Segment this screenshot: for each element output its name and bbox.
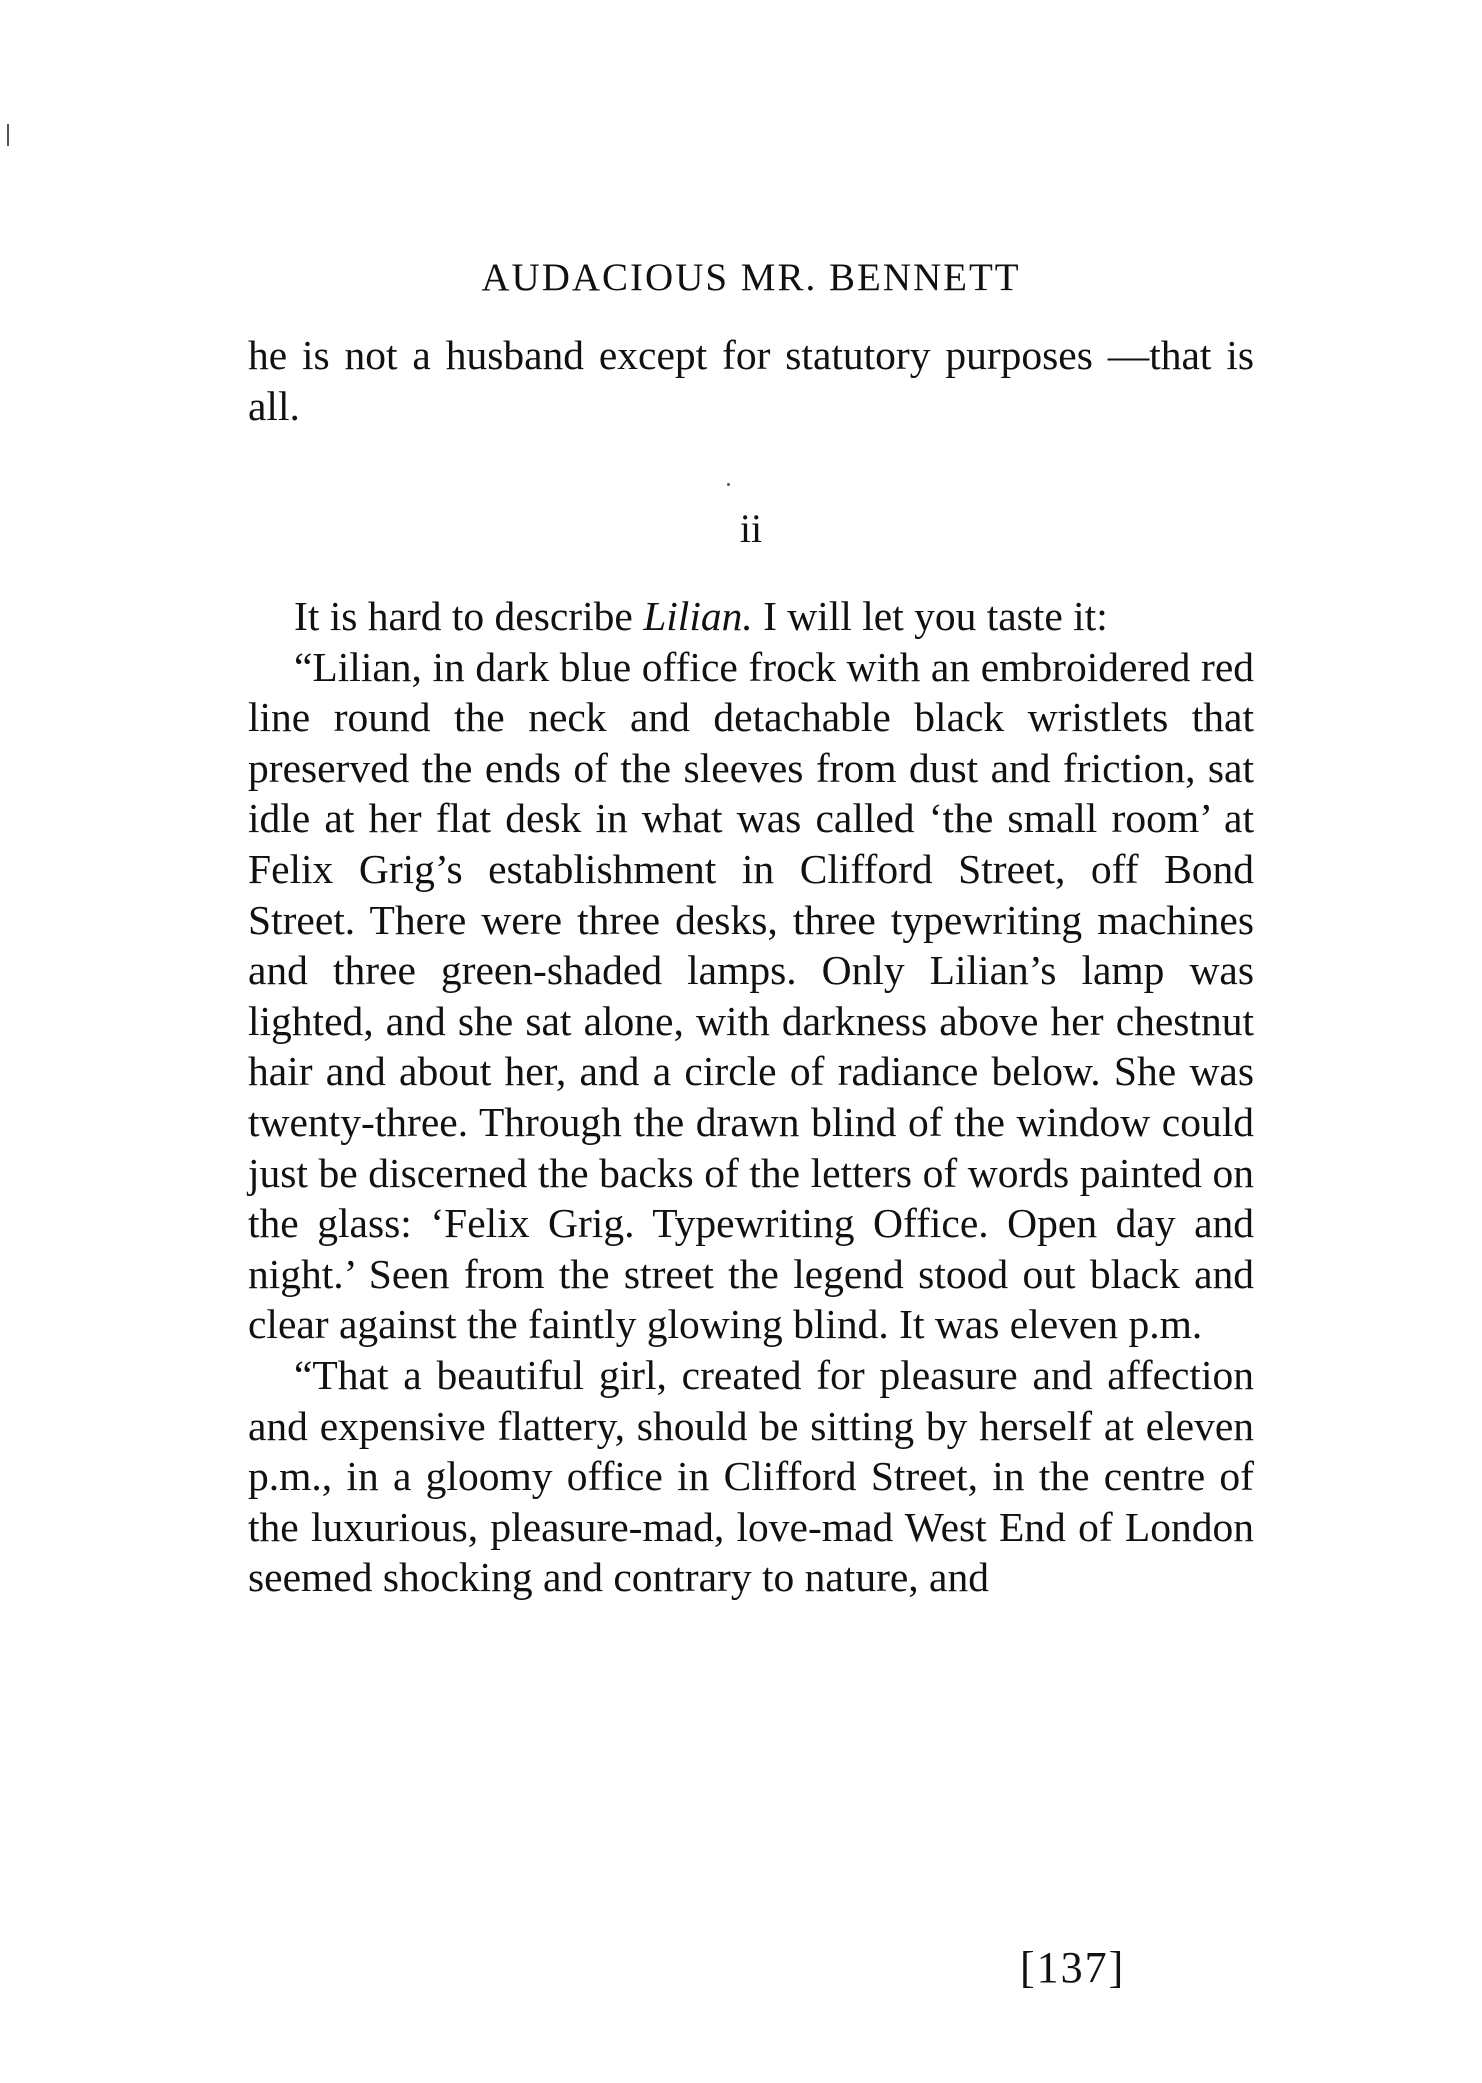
section-dot (727, 483, 730, 486)
paragraph-1-tail: I will let you taste it: (752, 593, 1108, 639)
paragraph-3: “That a beautiful girl, created for pleasure and affection and expensive flattery, should be sitting by herself at eleven p.m., in a gloomy office in Clifford Street, in the centre of the luxurious, pleasure-mad, love-mad West End of London seemed shocking and contrary to nature, and (248, 1351, 1254, 1601)
running-head: AUDACIOUS MR. BENNETT (481, 256, 1021, 299)
margin-mark (7, 124, 9, 146)
paragraph-1-lead: It is hard to describe (294, 593, 644, 639)
section-number: ii (739, 506, 763, 551)
paragraph-1 (248, 591, 1254, 642)
paragraph-2: “Lilian, in dark blue office frock with an embroidered red line round the neck and detachable black wristlets that preserved the ends of the sleeves from dust and friction, sat idle at her flat desk in what was called ‘the small room’ at Felix Grig’s establishment in Clifford Street, off Bond Street. There were three desks, three typewriting machines and three green-shaded lamps. Only Lilian’s lamp was lighted, and she sat alone, with darkness above her chestnut hair and about her, and a circle of radiance below. She was twenty-three. Through the drawn blind of the window could just be discerned the backs of the letters of words painted on the glass: ‘Felix Grig. Typewriting Office. Open day and night.’ Seen from the street the legend stood out black and clear against the faintly glowing blind. It was eleven p.m. (248, 643, 1254, 1348)
continuation-text: he is not a husband except for statutory purposes —that is all. (248, 332, 1254, 429)
book-title: Lilian. (643, 593, 753, 639)
main-body (248, 591, 1254, 1603)
page-number: [137] (1020, 1943, 1126, 1992)
